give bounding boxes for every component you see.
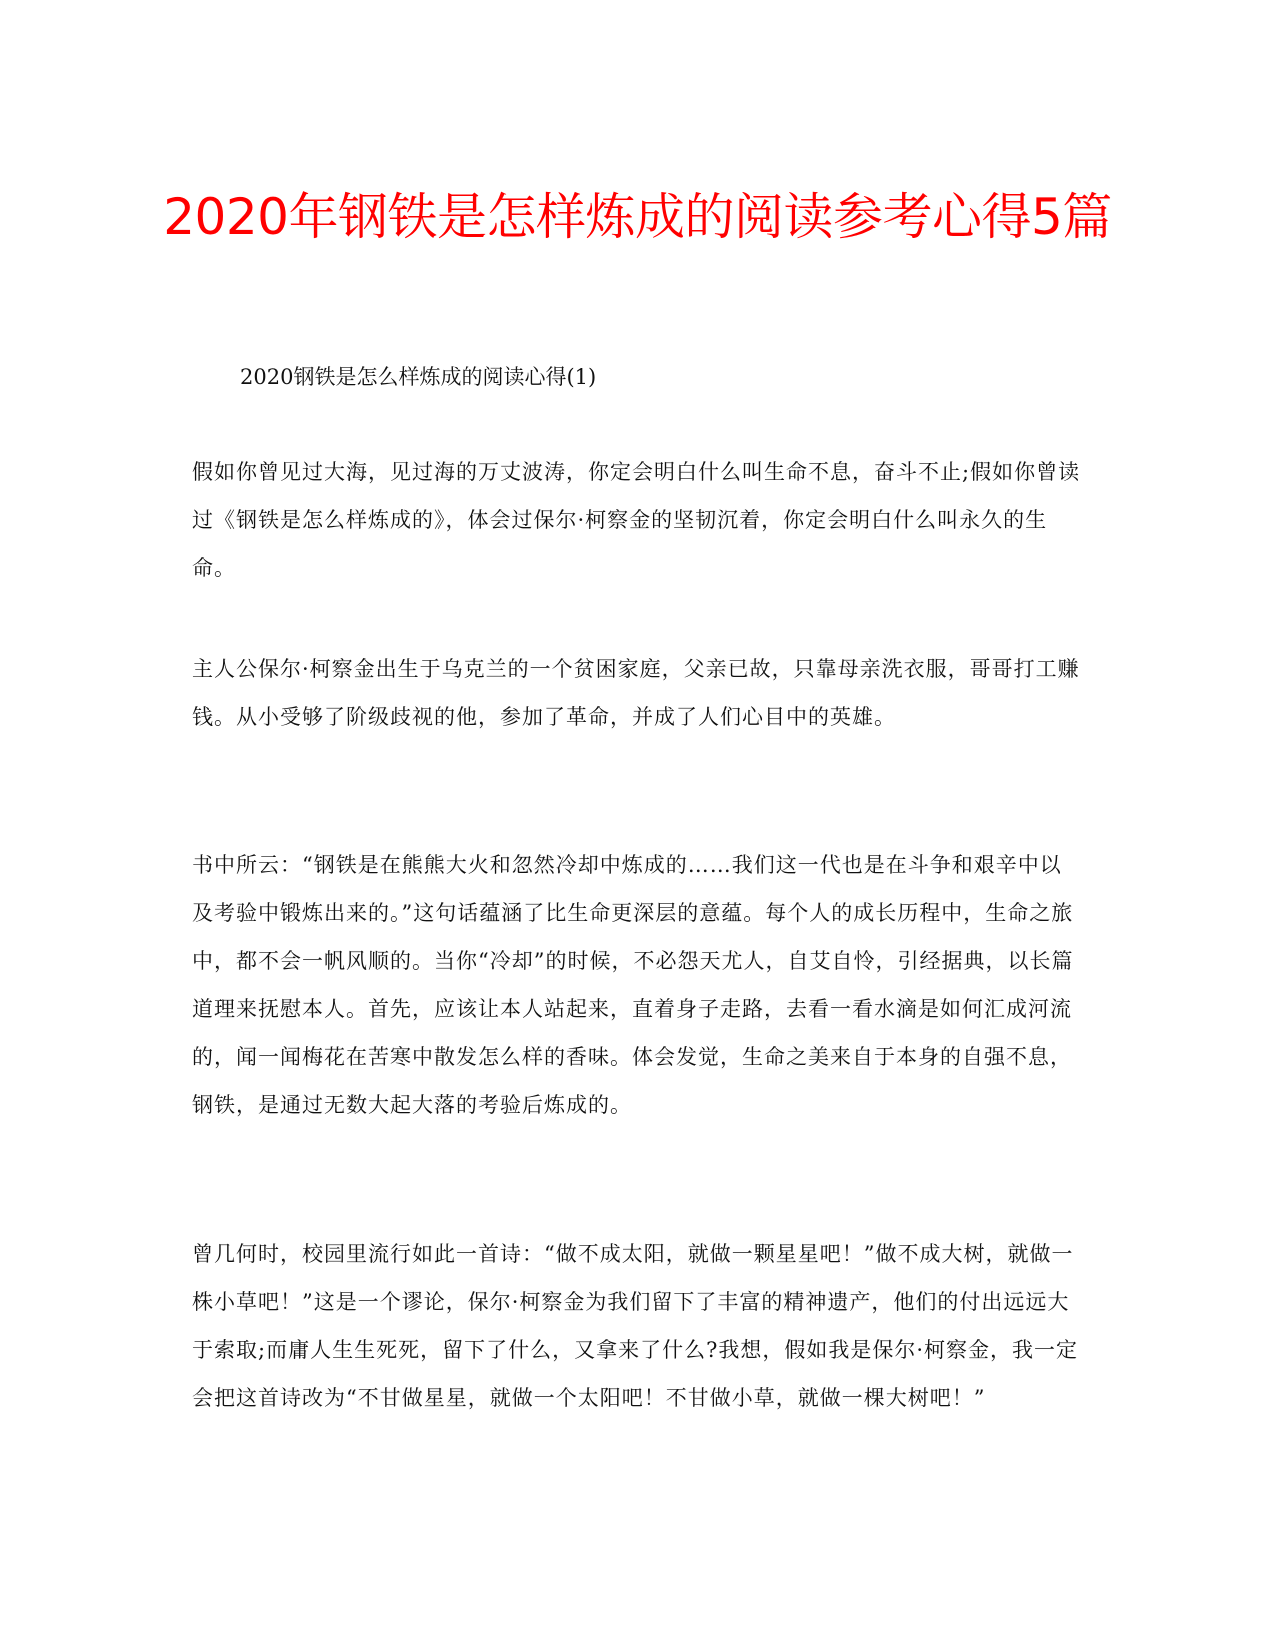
section-subtitle: 2020钢铁是怎么样炼成的阅读心得(1) [240,365,597,389]
paragraph: 书中所云：“钢铁是在熊熊大火和忽然冷却中炼成的……我们这一代也是在斗争和艰辛中以及考验中锻炼出来的。”这句话蕴涵了比生命更深层的意蕴。每个人的成长历程中，生命之旅中，都不会一帆风顺的。当你“冷却”的时候，不必怨天尤人，自艾自怜，引经据典，以长篇道理来抚慰本人。首先，应该让本人站起来，直着身子走路，去看一看水滴是如何汇成河流的，闻一闻梅花在苦寒中散发怎么样的香味。体会发觉，生命之美来自于本身的自强不息，钢铁，是通过无数大起大落的考验后炼成的。 [192,853,1074,1117]
paragraph: 假如你曾见过大海，见过海的万丈波涛，你定会明白什么叫生命不息，奋斗不止;假如你曾读过《钢铁是怎么样炼成的》，体会过保尔·柯察金的坚韧沉着，你定会明白什么叫永久的生命。 [192,460,1081,580]
document-title: 2020年钢铁是怎样炼成的阅读参考心得5篇 [163,188,1112,246]
paragraph: 主人公保尔·柯察金出生于乌克兰的一个贫困家庭，父亲已故，只靠母亲洗衣服，哥哥打工赚钱。从小受够了阶级歧视的他，参加了革命，并成了人们心目中的英雄。 [192,657,1080,729]
paragraph: 曾几何时，校园里流行如此一首诗：“做不成太阳，就做一颗星星吧！”做不成大树，就做一株小草吧！”这是一个谬论，保尔·柯察金为我们留下了丰富的精神遗产，他们的付出远远大于索取;而庸人生生死死，留下了什么，又拿来了什么?我想，假如我是保尔·柯察金，我一定会把这首诗改为“不甘做星星，就做一个太阳吧！不甘做小草，就做一棵大树吧！” [192,1242,1079,1410]
